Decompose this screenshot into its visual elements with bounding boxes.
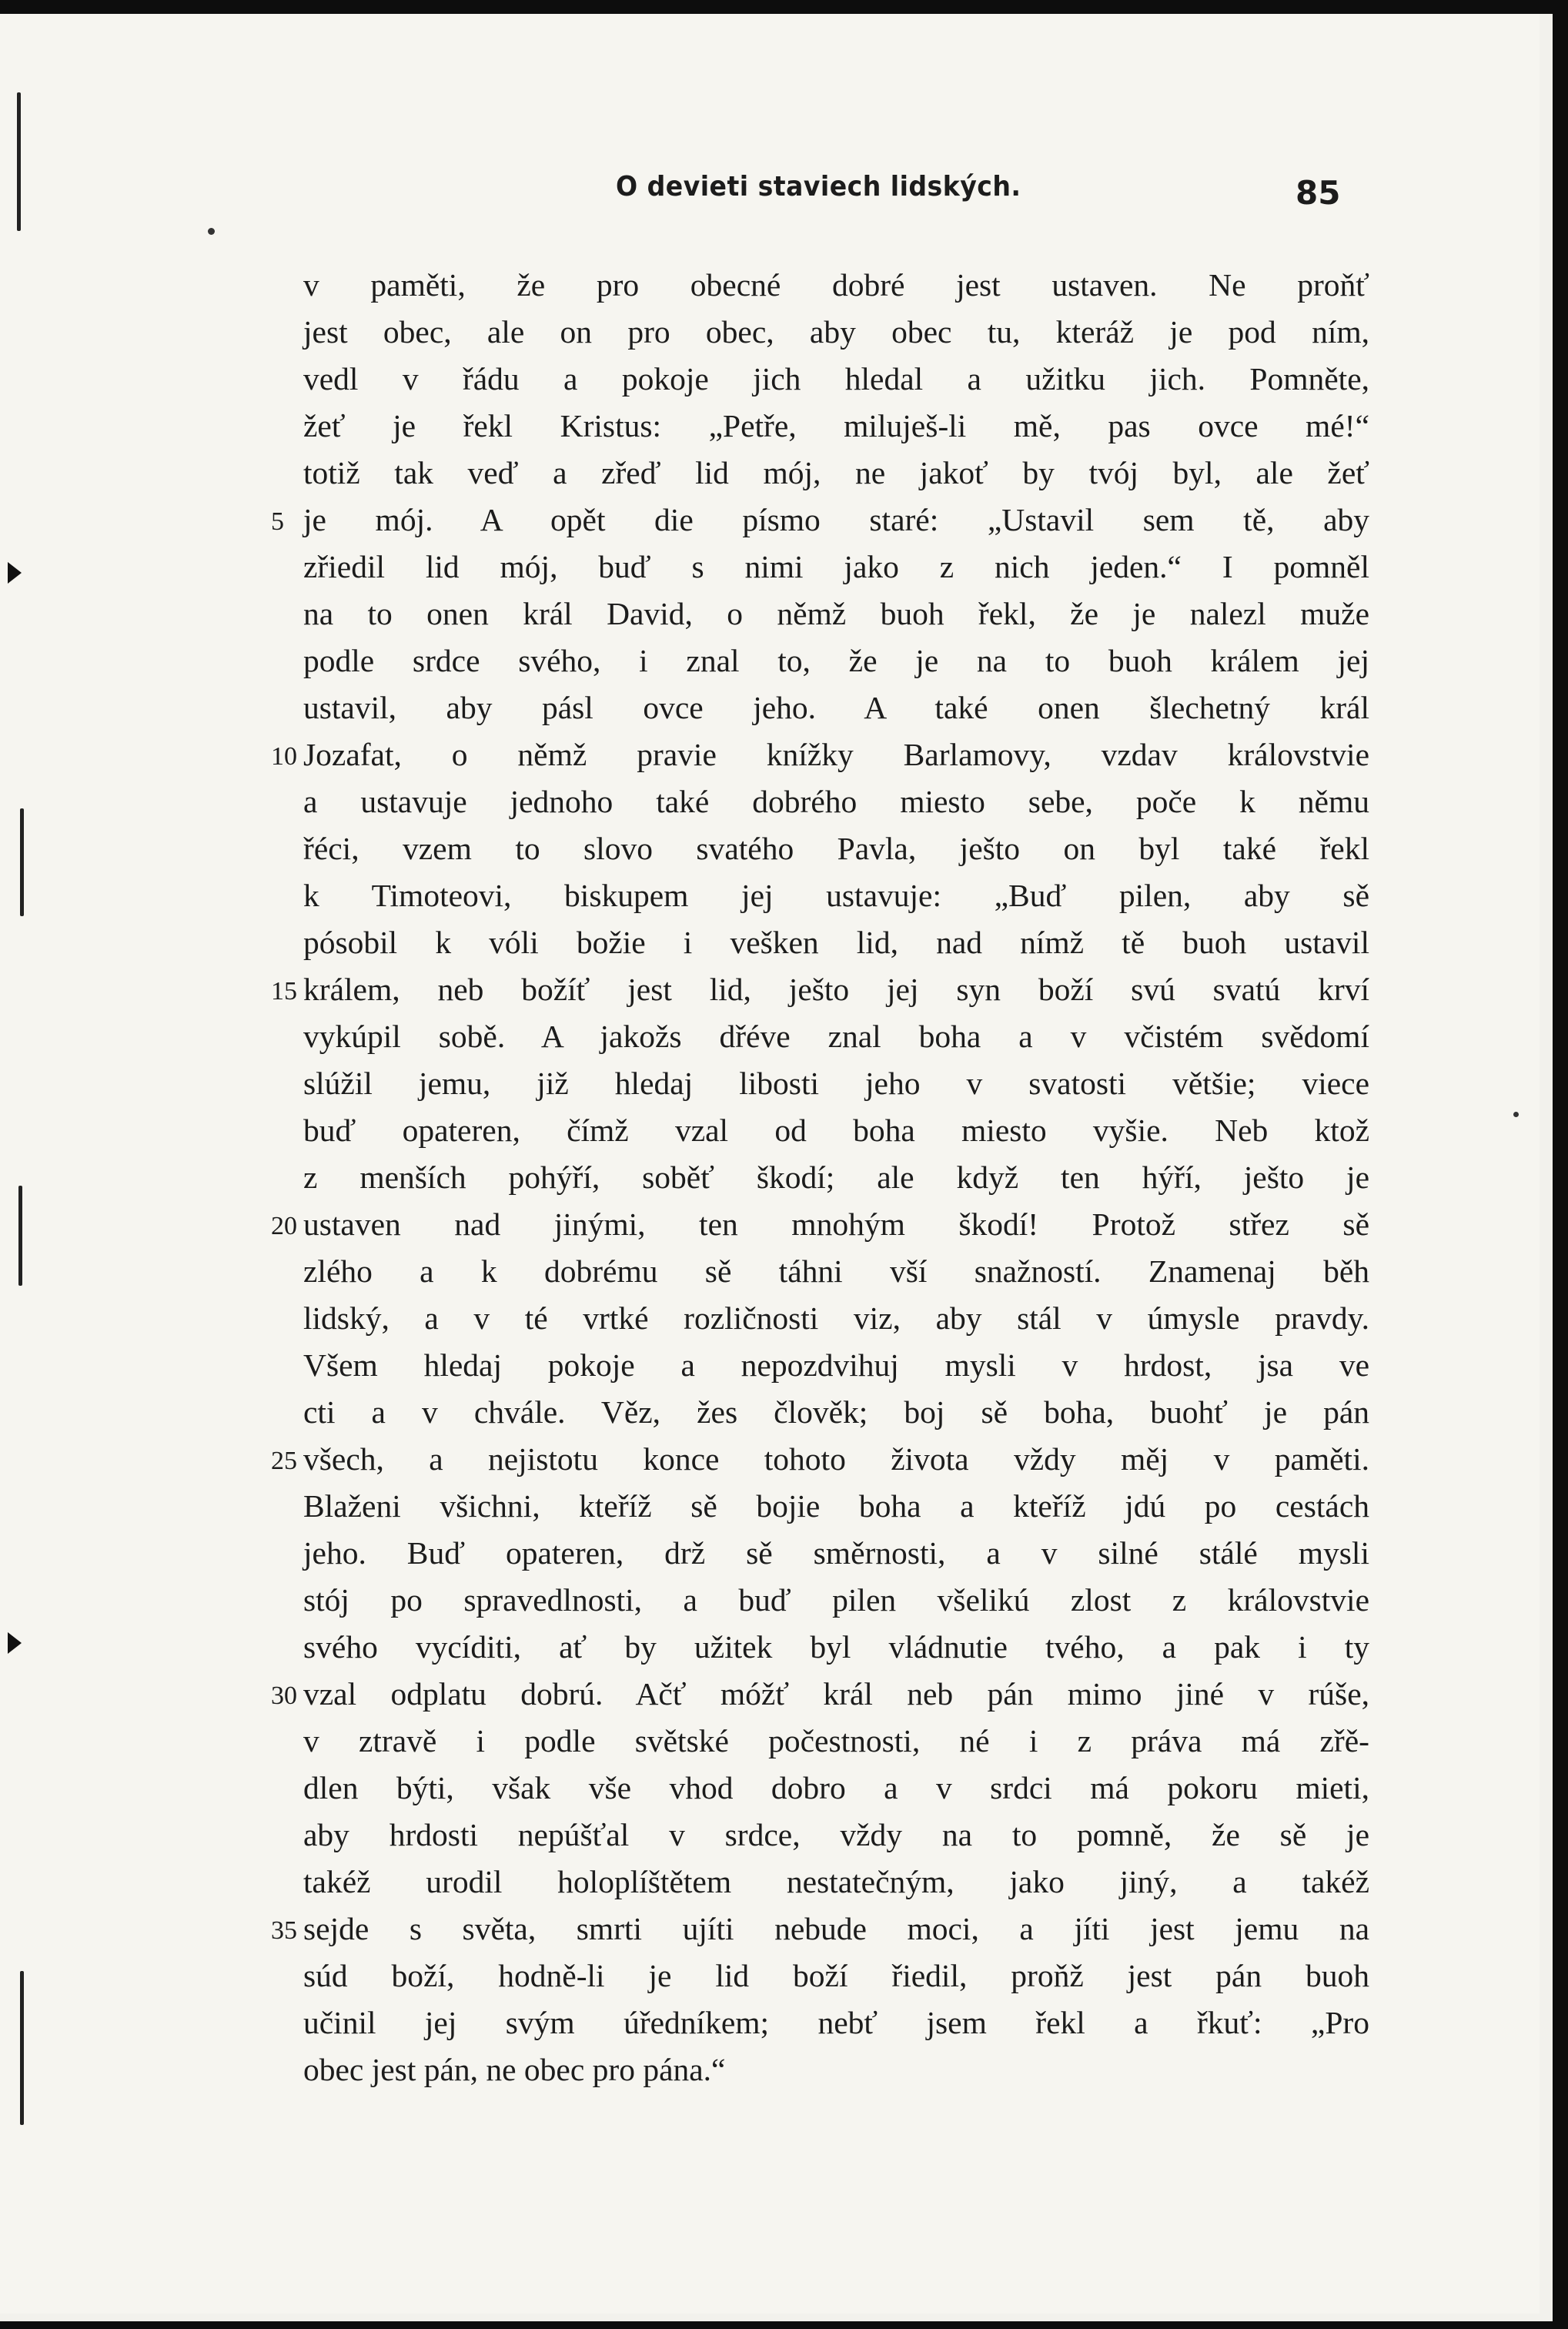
line-text: stój po spravedlnosti, a buď pilen všelikú zlost z královstvie [303,1582,1369,1618]
line-text: aby hrdosti nepúšťal v srdce, vždy na to pomně, že sě je [303,1817,1369,1852]
line-text: obec jest pán, ne obec pro pána.“ [303,2052,726,2087]
line-text: je mój. A opět die písmo staré: „Ustavil sem tě, aby [303,502,1369,537]
line-text: Všem hledaj pokoje a nepozdvihuj mysli v hrdost, jsa ve [303,1347,1369,1383]
line-text: lidský, a v té vrtké rozličnosti viz, aby stál v úmysle pravdy. [303,1300,1369,1336]
line-text: Jozafat, o němž pravie knížky Barlamovy, vzdav královstvie [303,737,1369,772]
text-line [0,356,1540,403]
text-line [0,1671,1540,1718]
text-line [0,919,1540,966]
line-text: podle srdce svého, i znal to, že je na to buoh králem jej [303,643,1369,678]
line-text: řéci, vzem to slovo svatého Pavla, ješto on byl také řekl [303,831,1369,866]
line-number: 10 [271,742,297,771]
line-text: sejde s světa, smrti ujíti nebude moci, a jíti jest jemu na [303,1911,1369,1946]
text-line [0,1342,1540,1389]
line-text: vzal odplatu dobrú. Ačť móžť král neb pán mimo jiné v rúše, [303,1676,1369,1712]
line-text: pósobil k vóli božie i vešken lid, nad nímž tě buoh ustavil [303,925,1369,960]
page-number: 85 [1296,174,1341,212]
line-number: 30 [271,1681,297,1710]
line-text: dlen býti, však vše vhod dobro a v srdci má pokoru mieti, [303,1770,1369,1805]
text-line [0,1483,1540,1530]
text-line [0,1953,1540,1999]
text-line [0,872,1540,919]
text-line [0,1060,1540,1107]
line-text: buď opateren, čímž vzal od boha miesto vyšie. Neb ktož [303,1113,1369,1148]
line-text: v ztravě i podle světské počestnosti, né i z práva má zřě- [303,1723,1369,1758]
text-line [0,1013,1540,1060]
line-text: jest obec, ale on pro obec, aby obec tu, kteráž je pod ním, [303,314,1369,350]
text-line [0,1530,1540,1577]
line-text: cti a v chvále. Věz, žes člověk; boj sě boha, buohť je pán [303,1394,1369,1430]
text-line [0,309,1540,356]
line-text: na to onen král David, o němž buoh řekl, že je nalezl muže [303,596,1369,631]
text-line [0,1859,1540,1906]
line-text: slúžil jemu, již hledaj libosti jeho v svatosti většie; viece [303,1066,1369,1101]
scan-border-top [0,0,1568,14]
text-line [0,262,1540,309]
line-text: svého vycíditi, ať by užitek byl vládnutie tvého, a pak i ty [303,1629,1369,1665]
text-line [0,450,1540,497]
text-line [0,403,1540,450]
ink-speck [208,228,215,235]
text-line [0,1718,1540,1765]
text-line [0,778,1540,825]
line-number: 20 [271,1212,297,1240]
line-text: zřiedil lid mój, buď s nimi jako z nich jeden.“ I pomněl [303,549,1369,584]
scan-border-bottom [0,2321,1568,2329]
text-line [0,591,1540,637]
scan-border-right [1553,0,1568,2329]
text-line [0,1577,1540,1624]
running-title: O devieti staviech lidských. [616,171,1021,202]
text-line [0,2046,1540,2093]
text-line [0,497,1540,544]
text-line [0,1154,1540,1201]
text-line [0,1389,1540,1436]
text-line [0,1295,1540,1342]
line-text: všech, a nejistotu konce tohoto života vždy měj v paměti. [303,1441,1369,1477]
text-line [0,1107,1540,1154]
line-text: králem, neb božíť jest lid, ješto jej syn boží svú svatú krví [303,972,1369,1007]
line-text: žeť je řekl Kristus: „Petře, miluješ-li mě, pas ovce mé!“ [303,408,1369,443]
text-line [0,1201,1540,1248]
line-text: ustaven nad jinými, ten mnohým škodí! Protož střez sě [303,1206,1369,1242]
line-text: totiž tak veď a zřeď lid mój, ne jakoť by tvój byl, ale žeť [303,455,1369,490]
text-line [0,1812,1540,1859]
line-text: Blaženi všichni, kteříž sě bojie boha a kteříž jdú po cestách [303,1488,1369,1524]
line-number: 15 [271,977,297,1006]
text-line [0,1248,1540,1295]
line-number: 35 [271,1916,297,1945]
line-text: takéž urodil holoplíštětem nestatečným, jako jiný, a takéž [303,1864,1369,1899]
text-line [0,684,1540,731]
line-text: vykúpil sobě. A jakožs dřéve znal boha a v včistém svědomí [303,1019,1369,1054]
line-number: 25 [271,1447,297,1475]
text-line [0,731,1540,778]
text-line [0,1999,1540,2046]
line-text: súd boží, hodně-li je lid boží řiedil, proňž jest pán buoh [303,1958,1369,1993]
text-line [0,1765,1540,1812]
text-line [0,544,1540,591]
line-text: z menších pohýří, soběť škodí; ale když ten hýří, ješto je [303,1159,1369,1195]
line-text: k Timoteovi, biskupem jej ustavuje: „Buď pilen, aby sě [303,878,1369,913]
text-line [0,966,1540,1013]
text-line [0,1624,1540,1671]
line-text: učinil jej svým úředníkem; nebť jsem řekl a řkuť: „Pro [303,2005,1369,2040]
page-header [0,171,1540,217]
line-number: 5 [271,507,284,536]
text-line [0,825,1540,872]
line-text: zlého a k dobrému sě táhni vší snažností. Znamenaj běh [303,1253,1369,1289]
line-text: vedl v řádu a pokoje jich hledal a užitku jich. Pomněte, [303,361,1369,397]
line-text: v paměti, že pro obecné dobré jest ustaven. Ne proňť [303,267,1369,303]
line-text: jeho. Buď opateren, drž sě směrnosti, a v silné stálé mysli [303,1535,1369,1571]
line-text: a ustavuje jednoho také dobrého miesto sebe, poče k němu [303,784,1369,819]
body-text [0,262,1540,2093]
line-text: ustavil, aby pásl ovce jeho. A také onen šlechetný král [303,690,1369,725]
text-line [0,1436,1540,1483]
text-line [0,1906,1540,1953]
text-line [0,637,1540,684]
